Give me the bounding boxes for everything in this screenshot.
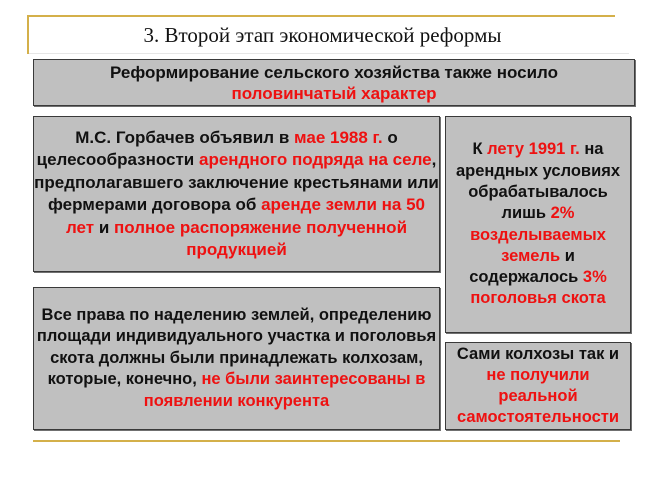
box-kolkhoz-rights [33, 287, 440, 430]
slide-title: 3. Второй этап экономической реформы [143, 23, 502, 47]
text-segment: и [94, 217, 114, 237]
text-segment: Сами колхозы так и [456, 345, 620, 363]
highlight-segment: не были заинтересованы в появлении конкурента [143, 370, 426, 410]
text-segment: на арендных условиях обрабатывалось лишь [455, 140, 621, 223]
title-divider [29, 53, 629, 54]
box-text [446, 139, 630, 309]
frame-top-line [27, 15, 615, 17]
highlight-segment: 2% возделываемых земель [470, 204, 606, 265]
box-kolkhoz-autonomy [445, 342, 631, 430]
box-text [34, 305, 439, 413]
highlight-segment: аренде земли на 50 лет [65, 195, 425, 237]
text-segment: о целесообразности [36, 127, 398, 169]
text-segment: Все права по наделению землей, определению площади индивидуального участка и поголовья скота должны были принадлежать колхозам, которые, конечно, [36, 305, 437, 389]
text-segment: М.С. Горбачев объявил в [75, 127, 295, 147]
box-text [110, 62, 558, 104]
text-segment: Реформирование сельского хозяйства также носило [110, 62, 558, 82]
box-gorbachev-lease [33, 116, 440, 272]
highlight-segment: арендного подряда на селе [198, 150, 432, 169]
highlight-segment: мае 1988 г. [294, 127, 383, 147]
box-1991-stats [445, 116, 631, 333]
box-top-summary [33, 59, 635, 106]
box-text [34, 127, 439, 262]
text-segment: и содержалось [469, 246, 583, 287]
text-segment: К [472, 140, 488, 159]
text-segment: , предполагавшего заключение крестьянами или фермерами договора об [34, 150, 439, 214]
highlight-segment: не получили реальной самостоятельности [456, 366, 620, 426]
box-text [446, 344, 630, 428]
highlight-segment: полное распоряжение полученной продукцией [114, 217, 408, 259]
highlight-segment: 3% поголовья скота [470, 268, 607, 308]
highlight-segment: лету 1991 г. [487, 140, 580, 159]
frame-left-line [27, 15, 29, 54]
highlight-segment: половинчатый характер [231, 83, 437, 103]
frame-bottom-line [33, 440, 620, 442]
